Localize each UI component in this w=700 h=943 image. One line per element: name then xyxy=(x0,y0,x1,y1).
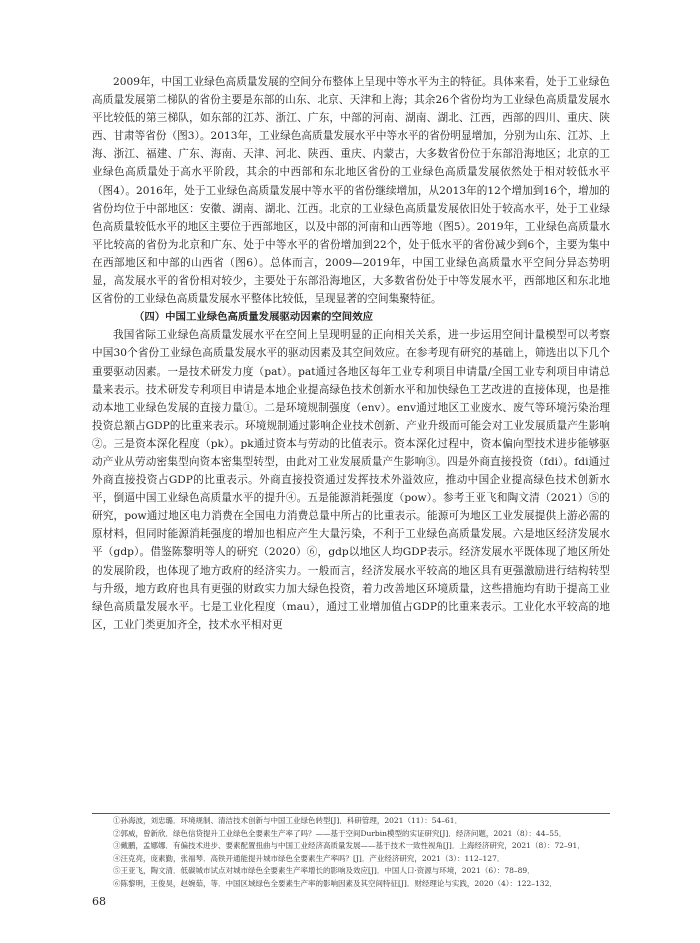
footnote-5: ⑤王亚飞，陶文清．低碳城市试点对城市绿色全要素生产率增长的影响及效应[J]．中国人口·资源与环境，2021（6）：78–89． xyxy=(113,866,535,876)
section-heading: （四）中国工业绿色高质量发展驱动因素的空间效应 xyxy=(134,311,373,324)
footnote-6: ⑥陈黎明，王俊昊，赵婉茹，等．中国区域绿色全要素生产率的影响因素及其空间特征[J]．财经理论与实践，2020（4）：122–132． xyxy=(113,878,557,888)
footnotes xyxy=(92,815,610,891)
footnote-3: ③戴鹏，孟娜娜．有偏技术进步、要素配置扭曲与中国工业经济高质量发展——基于技术一致性视角[J]．上海经济研究，2021（8）：72–91． xyxy=(113,841,585,851)
footnote-2: ②郭威，曾新欣．绿色信贷提升工业绿色全要素生产率了吗？——基于空间Durbin模型的实证研究[J]．经济问题，2021（8）：44–55． xyxy=(113,828,567,838)
footnote-1: ①孙海波，刘忠璐．环境规制、清洁技术创新与中国工业绿色转型[J]．科研管理，2021（11）：54–61． xyxy=(113,816,463,825)
body-text xyxy=(92,73,610,634)
paragraph-driving-factors: 我国省际工业绿色高质量发展水平在空间上呈现明显的正向相关关系，进一步运用空间计量模型可以考察中国30个省份工业绿色高质量发展水平的驱动因素及其空间效应。在参考现有研究的基础上，筛选出以下几个重要驱动因素。一是技术研发力度（pat）。pat通过各地区每年工业专利项目申请量/全国工业专利项目申请总量来表示。技术研发专利项目申请是本地企业提高绿色技术创新水平和加快绿色工艺改进的直接体现，也是推动本地工业绿色发展的直接力量①。二是环境规制强度（env）。env通过地区工业废水、废气等环境污染治理投资总额占GDP的比重来表示。环境规制通过影响企业技术创新、产业升级而可能会对工业发展质量产生影响②。三是资本深化程度（pk）。pk通过资本与劳动的比值表示。资本深化过程中，资本偏向型技术进步能够驱动产业从劳动密集型向资本密集型转型，由此对工业发展质量产生影响③。四是外商直接投资（fdi）。fdi通过外商直接投资占GDP的比重表示。外商直接投资通过发挥技术外溢效应，推动中国企业提高绿色技术创新水平，倒逼中国工业绿色高质量水平的提升④。五是能源消耗强度（pow）。参考王亚飞和陶文清（2021）⑤的研究，pow通过地区电力消费在全国电力消费总量中所占的比重表示。能源可为地区工业发展提供上游必需的原材料，但同时能源消耗强度的增加也相应产生大量污染，不利于工业绿色高质量发展。六是地区经济发展水平（gdp）。借鉴陈黎明等人的研究（2020）⑥，gdp以地区人均GDP表示。经济发展水平既体现了地区所处的发展阶段，也体现了地方政府的经济实力。一般而言，经济发展水平较高的地区具有更强激励进行结构转型与升级，地方政府也具有更强的财政实力加大绿色投资，着力改善地区环境质量，这些措施均有助于提高工业绿色高质量发展水平。七是工业化程度（mau），通过工业增加值占GDP的比重来表示。工业化水平较高的地区，工业门类更加齐全，技术水平相对更 xyxy=(92,329,610,631)
footnote-4: ④汪克亮，庞素勤，张福琴．高铁开通能提升城市绿色全要素生产率吗？[J]．产业经济研究，2021（3）：112–127． xyxy=(113,853,505,863)
paragraph-spatial-distribution: 2009年，中国工业绿色高质量发展的空间分布整体上呈现中等水平为主的特征。具体来看，处于工业绿色高质量发展第二梯队的省份主要是东部的山东、北京、天津和上海；其余26个省份均为工业绿色高质量发展水平比较低的第三梯队，如东部的江苏、浙江、广东，中部的河南、湖南、湖北、江西，西部的四川、重庆、陕西、甘肃等省份（图3）。2013年，工业绿色高质量发展水平中等水平的省份明显增加，分别为山东、江苏、上海、浙江、福建、广东、海南、天津、河北、陕西、重庆、内蒙古，大多数省份位于东部沿海地区；北京的工业绿色高质量处于高水平阶段，其余的中西部和东北地区省份的工业绿色高质量发展依然处于相对较低水平（图4）。2016年，处于工业绿色高质量发展中等水平的省份继续增加，从2013年的12个增加到16个，增加的省份均位于中部地区：安徽、湖南、湖北、江西。北京的工业绿色高质量发展依旧处于较高水平，处于工业绿色高质量较低水平的地区主要位于西部地区，以及中部的河南和山西等地（图5）。2019年，工业绿色高质量水平比较高的省份为北京和广东、处于中等水平的省份增加到22个，处于低水平的省份减少到6个，主要为集中在西部地区和中部的山西省（图6）。总体而言，2009—2019年，中国工业绿色高质量水平空间分异态势明显，高发展水平的省份相对较少，主要处于东部沿海地区，大多数省份处于中等发展水平，西部地区和东北地区省份的工业绿色高质量发展水平整体比较低，呈现显著的空间集聚特征。 xyxy=(92,76,610,306)
page-number: 68 xyxy=(92,895,106,908)
footnote-divider xyxy=(92,813,610,814)
